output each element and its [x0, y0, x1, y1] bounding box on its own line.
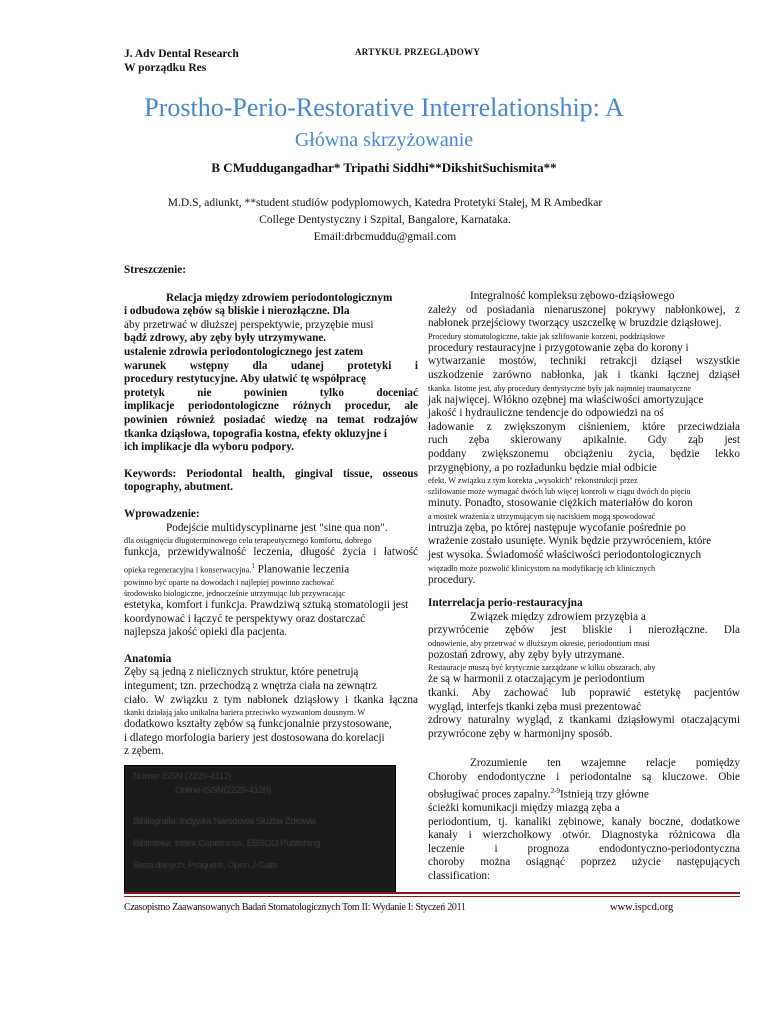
intro-line: estetyka, komfort i funkcja. Prawdziwą sztuką stomatologii jest	[124, 599, 409, 612]
abstract-line: implikacje periodontologiczne różnych procedur, ale	[124, 400, 418, 413]
anatomy-heading: Anatomia	[124, 652, 172, 665]
paragraph-line: kanały i wierzchołkowy otwór. Diagnostyka różnicowa dla	[428, 829, 740, 842]
abstract-line: ustalenie zdrowia periodontologicznego jest zatem	[124, 345, 364, 358]
paragraph-line: uszkodzenie zarówno nabłonka, jak i tkanki łącznej dziąseł	[428, 368, 740, 381]
anatomy-line: z zębem.	[124, 745, 164, 758]
citation-superscript: 1	[251, 561, 255, 570]
intro-line: najlepsza jakość opieki dla pacjenta.	[124, 626, 288, 639]
paragraph-line: Zrozumienie ten wzajemne relacje pomiędzy	[470, 757, 740, 770]
abstract-line: aby przetrwać w dłuższej perspektywie, przyzębie musi	[124, 318, 374, 331]
paragraph-line: nabłonek przejściowy tworzący uszczelkę w bruzdzie dziąsłowej.	[428, 317, 722, 330]
paragraph-line: szlifowanie może wymagać dwóch lub więcej kontroli w ciągu dwóch do pięciu	[428, 487, 691, 497]
anatomy-line: Zęby są jedną z nielicznych struktur, które penetrują	[124, 666, 359, 679]
intro-line: środowisko biologiczne, jednocześnie utrzymując lub przywracając	[124, 589, 346, 599]
issn-bibliography: Bibliografia: Indyjska Narodowa Służba Zdrowia	[133, 816, 316, 827]
affiliation-email: Email:drbcmuddu@gmail.com	[313, 231, 457, 243]
journal-name	[124, 47, 324, 75]
paragraph-line: tkanka. Istotne jest, aby procedury dentystyczne były jak najmniej traumatyczne	[428, 383, 692, 393]
paragraph-line: zdrowy naturalny wygląd, z tkankami dziąsłowymi otaczającymi	[428, 714, 740, 727]
abstract-line: ich implikacje dla wyboru podpory.	[124, 441, 295, 454]
paragraph-line: przygnębiony, a po rozładunku będzie miał odbicie	[428, 461, 657, 474]
intro-heading: Wprowadzenie:	[124, 507, 200, 520]
abstract-line: procedury restytucyjne. Aby ułatwić tę współpracę	[124, 373, 366, 386]
paragraph-line: poddany zwiększonemu obciążeniu życia, będzie lekko	[428, 447, 740, 460]
title-line-2: Główna skrzyżowanie	[294, 129, 474, 151]
paragraph-line: jakość i hydrauliczne tendencje do odpowiedzi na oś	[428, 407, 664, 420]
paragraph-line: Choroby endodontyczne i periodontalne są kluczowe. Obie	[428, 771, 740, 784]
paragraph-line: jest wysoka. Świadomość właściwości periodontologicznych	[428, 548, 702, 561]
paragraph-line: tkanki. Aby zachować lub poprawić estetykę pacjentów	[428, 687, 740, 700]
abstract-line: bądź zdrowy, aby zęby były utrzymywane.	[124, 332, 327, 345]
introduction	[124, 522, 418, 640]
paragraph-line: Restauracje muszą być krytycznie zarządzane w kilku obszarach, aby	[428, 663, 656, 673]
paragraph-line: periodontium, tj. kanaliki zębinowe, kanały boczne, dodatkowe	[428, 815, 740, 828]
paragraph-line: minuty. Ponadto, stosowanie ciężkich materiałów do koron	[428, 497, 693, 510]
paragraph-line: więzadło może pozwolić klinicystom na modyfikację ich klinicznych	[428, 563, 656, 573]
abstract-heading: Streszczenie:	[124, 264, 186, 276]
authors: B CMuddugangadhar* Tripathi Siddhi**DikshitSuchismita**	[211, 160, 557, 175]
paragraph-line: wytwarzanie mostów, techniki retrakcji dziąseł wszystkie	[428, 355, 740, 368]
issn-database: Baza danych, Proquest, Open J-Gate	[133, 860, 278, 871]
paragraph-line: pozostań zdrowy, aby zęby były utrzymane.	[428, 648, 625, 661]
abstract-line: protetyk nie powinien tylko doceniać	[124, 386, 418, 399]
issn-info-box	[124, 765, 396, 894]
paragraph-line: wrażenie zostało usunięte. Wynik będzie przywróceniem, które	[428, 535, 712, 548]
paragraph-line: jak najwięcej. Włókno ozębnej ma właściwości amortyzujące	[428, 393, 704, 406]
anatomy	[124, 666, 418, 759]
intro-text: opieka regeneracyjna i konserwacyjna.	[124, 565, 252, 575]
abstract-line: powinien również posiadać wiedzę na temat rodzajów	[124, 413, 418, 426]
paragraph-line: że są w harmonii z otaczającym je periodontium	[428, 673, 645, 686]
title-line-1: Prostho-Perio-Restorative Interrelationship: A	[144, 93, 624, 122]
footer-rule	[124, 892, 740, 894]
citation-superscript: 2-9	[550, 786, 560, 795]
perio-restorative-heading: Interrelacja perio-restauracyjna	[428, 597, 583, 610]
paragraph-line: przywrócenie zębów jest bliskie i nierozłączne. Dla	[428, 624, 740, 637]
intro-line: dla osiągnięcia długoterminowego celu terapeutycznego komfortu, dobrego	[124, 536, 372, 546]
paragraph-line: procedury.	[428, 573, 476, 586]
paragraph-text: Istnieją trzy główne	[559, 788, 649, 801]
paragraph-line: a mostek wrażenia z utrzymującym się naciskiem mogą spowodować	[428, 511, 656, 521]
endo-perio-paragraph	[428, 757, 740, 883]
abstract-line: Relacja między zdrowiem periodontologicznym	[166, 291, 393, 304]
affiliation-line-1: M.D.S, adiunkt, **student studiów podyplomowych, Katedra Protetyki Stałej, M R Ambedkar	[167, 197, 603, 209]
paragraph-line: Związek między zdrowiem przyzębia a	[470, 610, 646, 623]
anatomy-line: tkanki działają jako unikalna bariera przeciwko wyzwaniom dousnym. W	[124, 708, 366, 718]
paragraph-text: obsługiwać proces zapalny.	[428, 788, 551, 801]
paragraph-line: classification:	[428, 869, 491, 882]
intro-line: Podejście multidyscyplinarne jest "sine qua non".	[166, 521, 388, 534]
integrity-paragraph	[428, 290, 740, 587]
footer-url[interactable]: www.ispcd.org	[610, 902, 674, 913]
anatomy-line: i dlatego morfologia bariery jest dostosowana do korelacji	[124, 731, 385, 744]
issn-print: Numer ISSN (2229-4112)	[133, 771, 232, 782]
anatomy-line: ciało. W związku z tym nabłonek dziąsłowy i tkanka łączna	[124, 693, 418, 706]
abstract-line: tkanka dziąsłowa, topografia kostna, efekty okluzyjne i	[124, 427, 387, 440]
paragraph-line: intruzja zęba, po której następuje wycofanie pośrednie po	[428, 521, 686, 534]
keywords	[124, 468, 418, 495]
keywords-line: Keywords: Periodontal health, gingival tissue, osseous	[124, 467, 418, 480]
intro-text: Planowanie leczenia	[254, 563, 350, 576]
paragraph-line	[428, 785, 740, 802]
paragraph-line: choroby można osiągnąć poprzez użycie następujących	[428, 856, 740, 869]
affiliation-line-2: College Dentystyczny i Szpital, Bangalore, Karnataka.	[259, 214, 511, 226]
abstract-line: i odbudowa zębów są bliskie i nierozłączne. Dla	[124, 305, 350, 318]
left-column	[124, 264, 418, 759]
intro-line	[124, 560, 418, 577]
paragraph-line: ścieżki komunikacji między miazgą zęba a	[428, 801, 620, 814]
keywords-line: topography, abutment.	[124, 481, 234, 494]
affiliation	[110, 195, 660, 246]
paragraph-line: odnowienie, aby przetrwać w dłuższym okresie, periodontium musi	[428, 638, 650, 648]
journal-line-2: W porządku Res	[124, 62, 207, 74]
paragraph-line: ruch zęba skierowany apikalnie. Gdy ząb jest	[428, 434, 740, 447]
intro-line: funkcja, przewidywalność leczenia, długość życia i łatwość	[124, 546, 418, 559]
abstract-line: warunek wstępny dla udanej protetyki i	[124, 359, 418, 372]
paragraph-line: Procedury stomatologiczne, takie jak szlifowanie korzeni, poddziąsłowe	[428, 331, 665, 341]
paragraph-line: przywrócone zęby w harmonijny sposób.	[428, 727, 613, 740]
intro-line: powinno być oparte na dowodach i najlepiej powinno zachować	[124, 578, 335, 588]
intro-line: koordynować i łączyć te perspektywy oraz dostarczać	[124, 612, 366, 625]
footer-rule-thin	[124, 896, 740, 897]
footer-citation: Czasopismo Zaawansowanych Badań Stomatologicznych Tom II: Wydanie I: Styczeń 2011	[124, 902, 466, 913]
paragraph-line: efekt. W związku z tym korekta „wysokich" rekonstrukcji przez	[428, 476, 638, 486]
paragraph-line: ładowanie z zwiększonym ciśnieniem, które przeciwdziała	[428, 420, 740, 433]
article-type: ARTYKUŁ PRZEGLĄDOWY	[355, 47, 481, 57]
paragraph-line: Integralność kompleksu zębowo-dziąsłowego	[470, 290, 675, 302]
right-column	[428, 290, 740, 884]
anatomy-line: integument; tzn. przechodzą z wnętrza ciała na zewnątrz	[124, 679, 377, 692]
paragraph-line: procedury restauracyjne i przygotowanie zęba do korony i	[428, 341, 689, 354]
abstract	[124, 292, 418, 455]
paragraph-line: leczenie i prognoza endodontyczno-periodontyczna	[428, 842, 740, 855]
paragraph-line: wygląd, interfejs tkanki zęba musi prezentować	[428, 700, 642, 713]
paragraph-line: zależy od posiadania nienaruszonej pokrywy nabłonkowej, z	[428, 303, 740, 316]
anatomy-line: dodatkowo kształty zębów są funkcjonalnie przystosowane,	[124, 718, 392, 731]
issn-online: Online-ISSN(2229-4120)	[175, 785, 271, 796]
issn-library: Biblioteka: Index Copernicus, EBSCO Publishing	[133, 838, 321, 849]
perio-paragraph	[428, 611, 740, 742]
journal-line-1: J. Adv Dental Research	[124, 48, 239, 60]
